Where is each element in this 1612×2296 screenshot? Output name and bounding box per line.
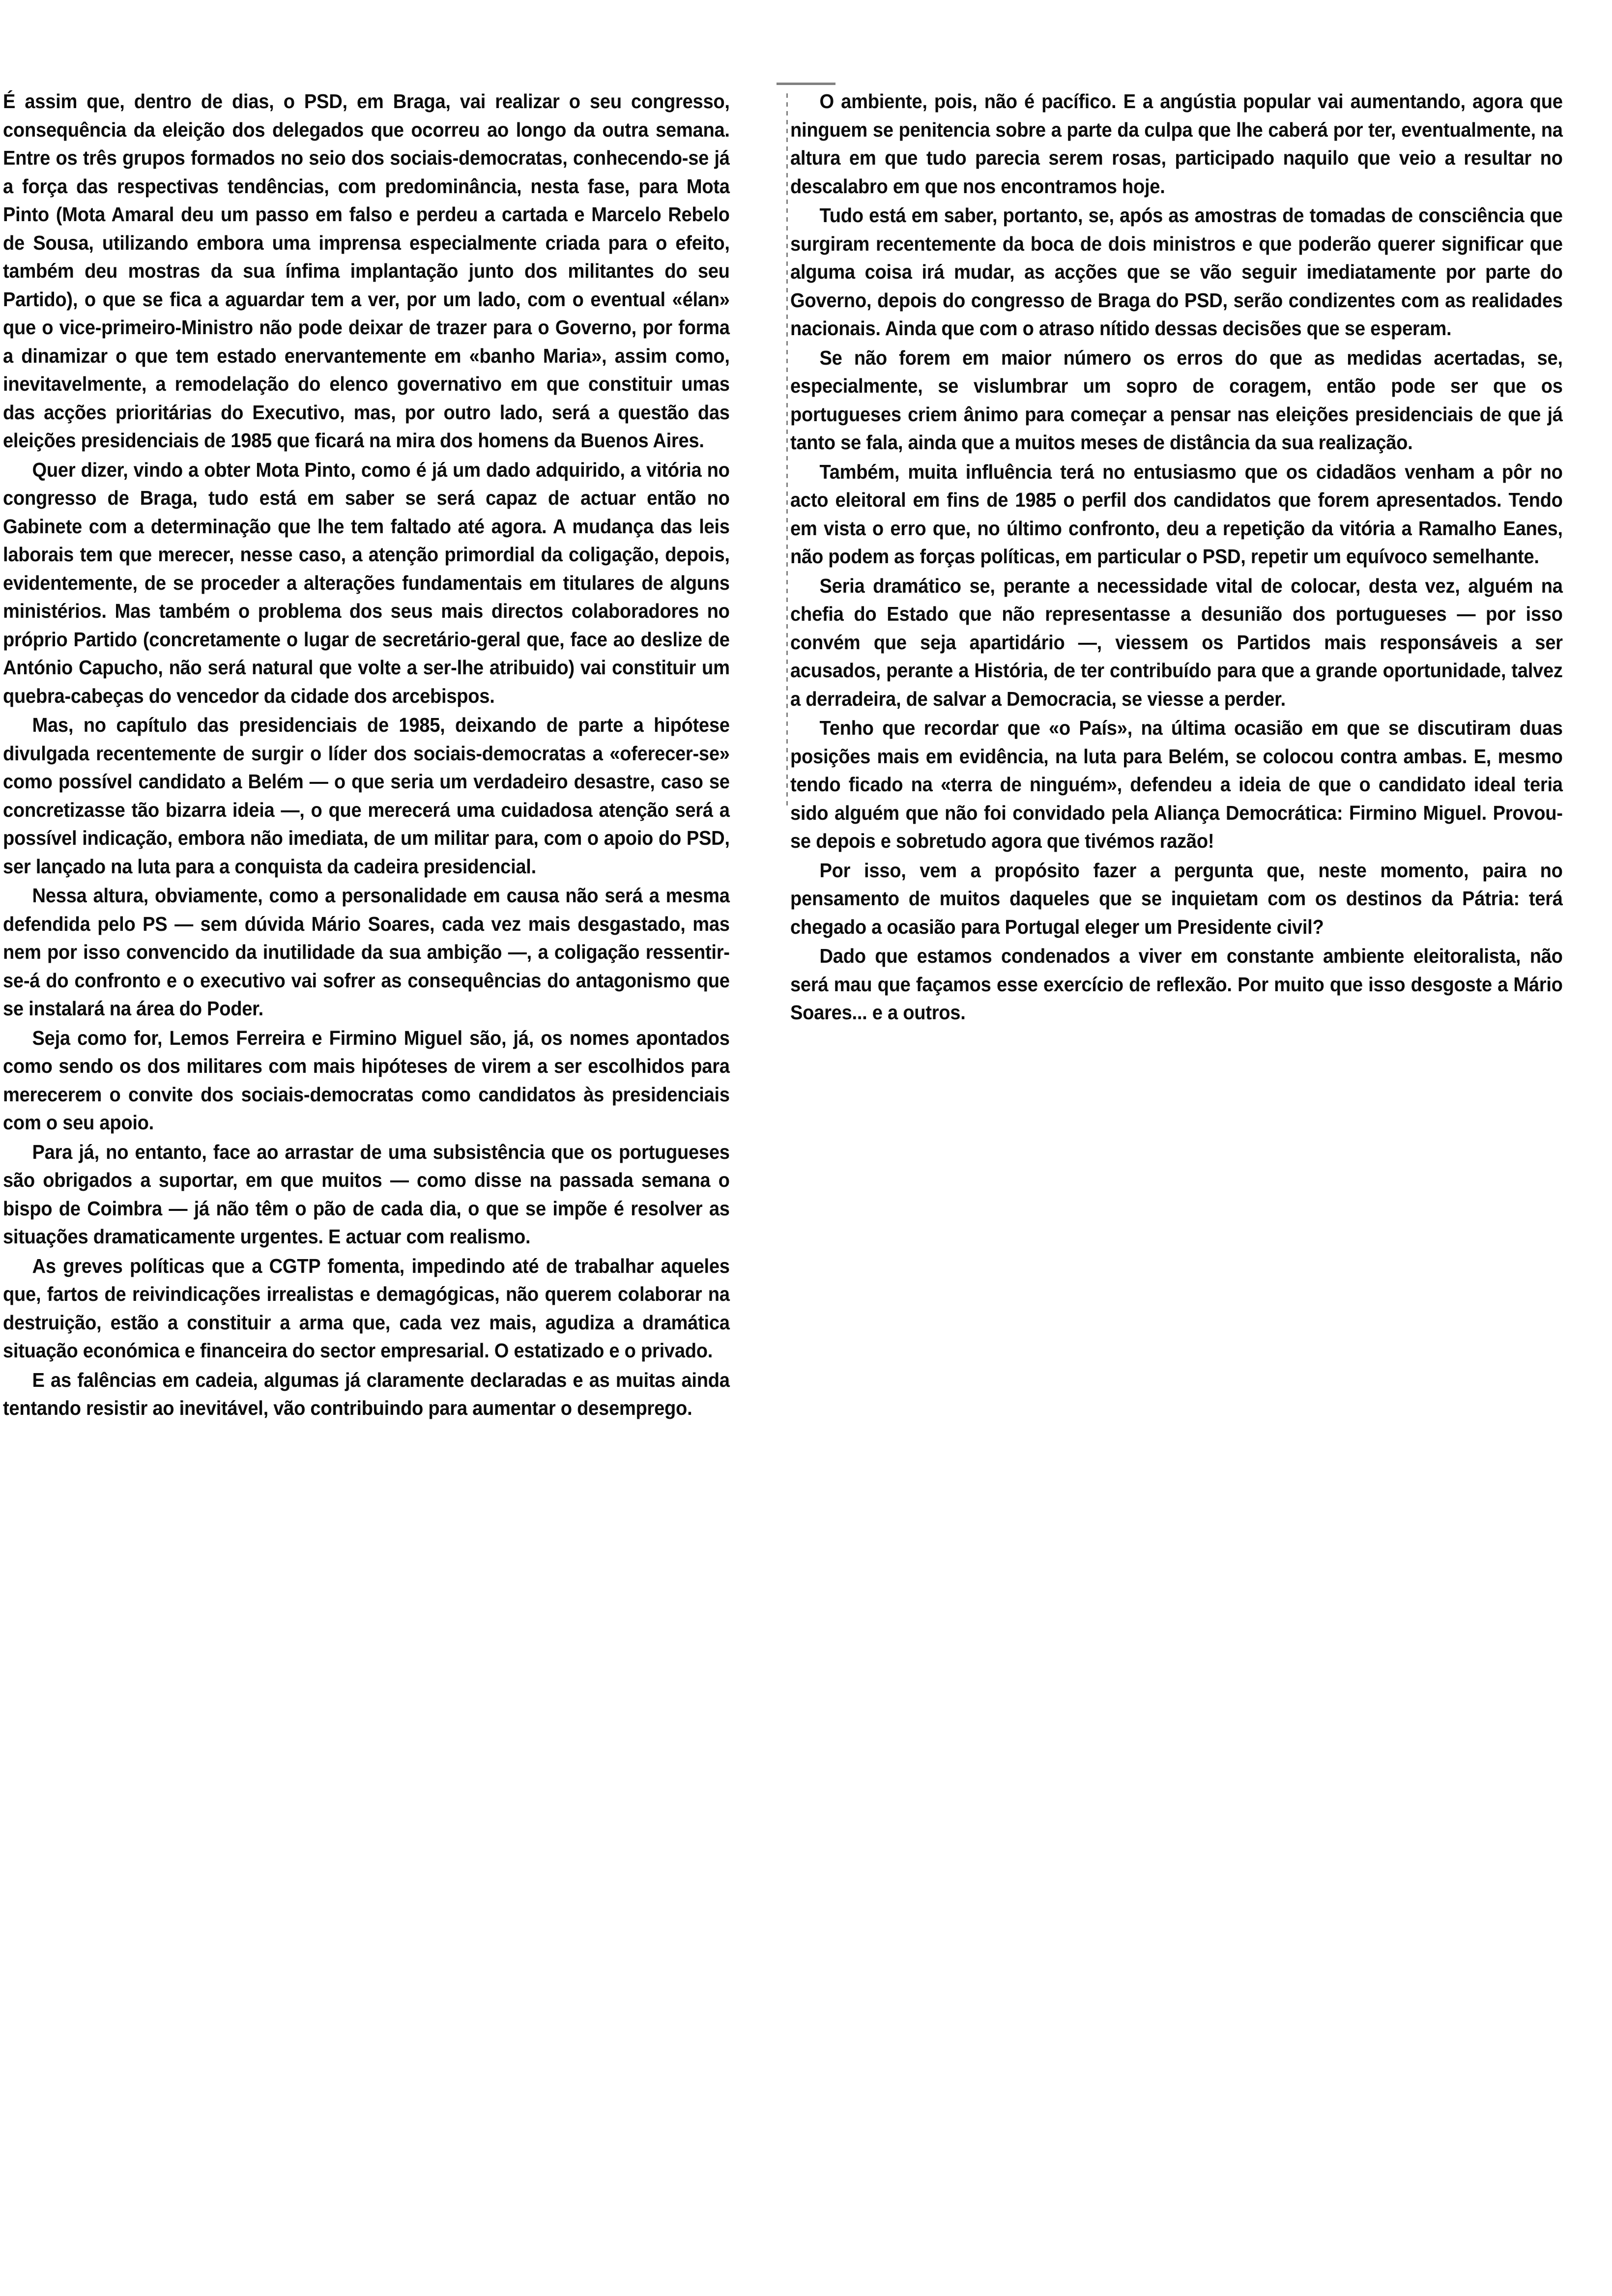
left-paragraph-7: As greves políticas que a CGTP fomenta, impedindo até de trabalhar aqueles que, fartos de reivindicações irrealistas e demagógicas, não querem colaborar na destruição, estão a constituir a arma que, cada vez mais, agudiza a dramática situação económica e financeira do sector empresarial. O estatizado e o privado. xyxy=(3,1254,730,1362)
left-paragraph-1: É assim que, dentro de dias, o PSD, em Braga, vai realizar o seu congresso, consequência da eleição dos delegados que ocorreu ao longo da outra semana. Entre os três grupos formados no seio dos sociais-democratas, conhecendo-se já a força das respectivas tendências, com predominância, nesta fase, para Mota Pinto (Mota Amaral deu um passo em falso e perdeu a cartada e Marcelo Rebelo de Sousa, utilizando embora uma imprensa especialmente criada para o efeito, também deu mostras da sua ínfima implantação junto dos militantes do seu Partido), o que se fica a aguardar tem a ver, por um lado, com o eventual «élan» que o vice-primeiro-Ministro não pode deixar de trazer para o Governo, por forma a dinamizar o que tem estado enervantemente em «banho Maria», assim como, inevitavelmente, a remodelação do elenco governativo em que constituir umas das acções prioritárias do Executivo, mas, por outro lado, será a questão das eleições presidenciais de 1985 que ficará na mira dos homens da Buenos Aires. xyxy=(3,90,730,452)
right-paragraph-6: Tenho que recordar que «o País», na última ocasião em que se discutiram duas posições mais em evidência, na luta para Belém, se colocou contra ambas. E, mesmo tendo ficado na «terra de ninguém», defendeu a ideia de que o candidato ideal teria sido alguém que não foi convidado pela Aliança Democrática: Firmino Miguel. Provou-se depois e sobretudo agora que tivémos razão! xyxy=(790,717,1563,852)
right-column xyxy=(790,87,1563,1028)
right-paragraph-3: Se não forem em maior número os erros do que as medidas acertadas, se, especialmente, se vislumbrar um sopro de coragem, então pode ser que os portugueses criem ânimo para começar a pensar nas eleições presidenciais de que já tanto se fala, ainda que a muitos meses de distância da sua realização. xyxy=(790,346,1563,454)
left-paragraph-5: Seja como for, Lemos Ferreira e Firmino Miguel são, já, os nomes apontados como sendo os dos militares com mais hipóteses de virem a ser escolhidos para merecerem o convite dos sociais-democratas como candidatos às presidenciais com o seu apoio. xyxy=(3,1026,730,1134)
left-paragraph-3: Mas, no capítulo das presidenciais de 1985, deixando de parte a hipótese divulgada recentemente de surgir o líder dos sociais-democratas a «oferecer-se» como possível candidato a Belém — o que seria um verdadeiro desastre, caso se concretizasse tão bizarra ideia —, o que merecerá uma cuidadosa atenção será a possível indicação, embora não imediata, de um militar para, com o apoio do PSD, ser lançado na luta para a conquista da cadeira presidencial. xyxy=(3,714,730,878)
left-paragraph-6: Para já, no entanto, face ao arrastar de uma subsistência que os portugueses são obrigados a suportar, em que muitos — como disse na passada semana o bispo de Coimbra — já não têm o pão de cada dia, o que se impõe é resolver as situações dramaticamente urgentes. E actuar com realismo. xyxy=(3,1140,730,1248)
column-separator xyxy=(786,93,788,806)
left-paragraph-4: Nessa altura, obviamente, como a personalidade em causa não será a mesma defendida pelo PS — sem dúvida Mário Soares, cada vez mais desgastado, mas nem por isso convencido da inutilidade da sua ambição —, a coligação ressentir-se-á do confronto e o executivo vai sofrer as consequências do antagonismo que se instalará na área do Poder. xyxy=(3,884,730,1020)
right-paragraph-1: O ambiente, pois, não é pacífico. E a angústia popular vai aumentando, agora que ninguem se penitencia sobre a parte da culpa que lhe caberá por ter, eventualmente, na altura em que tudo parecia serem rosas, participado naquilo que veio a resultar no descalabro em que nos encontramos hoje. xyxy=(790,90,1563,198)
right-paragraph-7: Por isso, vem a propósito fazer a pergunta que, neste momento, paira no pensamento de muitos daqueles que se inquietam com os destinos da Pátria: terá chegado a ocasião para Portugal eleger um Presidente civil? xyxy=(790,859,1563,938)
left-paragraph-2: Quer dizer, vindo a obter Mota Pinto, como é já um dado adquirido, a vitória no congresso de Braga, tudo está em saber se será capaz de actuar então no Gabinete com a determinação que lhe tem faltado até agora. A mudança das leis laborais tem que merecer, nesse caso, a atenção primordial da coligação, depois, evidentemente, de se proceder a alterações fundamentais em titulares de alguns ministérios. Mas também o problema dos seus mais directos colaboradores no próprio Partido (concretamente o lugar de secretário-geral que, face ao deslize de António Capucho, não será natural que volte a ser-lhe atribuido) vai constituir um quebra-cabeças do vencedor da cidade dos arcebispos. xyxy=(3,458,730,707)
right-paragraph-5: Seria dramático se, perante a necessidade vital de colocar, desta vez, alguém na chefia do Estado que não representasse a desunião dos portugueses — por isso convém que seja apartidário —, viessem os Partidos mais responsáveis a ser acusados, perante a História, de ter contribuído para que a grande oportunidade, talvez a derradeira, de salvar a Democracia, se viesse a perder. xyxy=(790,574,1563,710)
top-rule xyxy=(777,83,835,85)
right-paragraph-2: Tudo está em saber, portanto, se, após as amostras de tomadas de consciência que surgiram recentemente da boca de dois ministros e que poderão querer significar que alguma coisa irá mudar, as acções que se vão seguir imediatamente por parte do Governo, depois do congresso de Braga do PSD, serão condizentes com as realidades nacionais. Ainda que com o atraso nítido dessas decisões que se esperam. xyxy=(790,204,1563,340)
right-paragraph-4: Também, muita influência terá no entusiasmo que os cidadãos venham a pôr no acto eleitoral em fins de 1985 o perfil dos candidatos que forem apresentados. Tendo em vista o erro que, no último confronto, deu a repetição da vitória a Ramalho Eanes, não podem as forças políticas, em particular o PSD, repetir um equívoco semelhante. xyxy=(790,460,1563,568)
left-column xyxy=(3,87,730,1424)
left-paragraph-8: E as falências em cadeia, algumas já claramente declaradas e as muitas ainda tentando resistir ao inevitável, vão contribuindo para aumentar o desemprego. xyxy=(3,1368,730,1419)
right-paragraph-8: Dado que estamos condenados a viver em constante ambiente eleitoralista, não será mau que façamos esse exercício de reflexão. Por muito que isso desgoste a Mário Soares... e a outros. xyxy=(790,945,1563,1024)
